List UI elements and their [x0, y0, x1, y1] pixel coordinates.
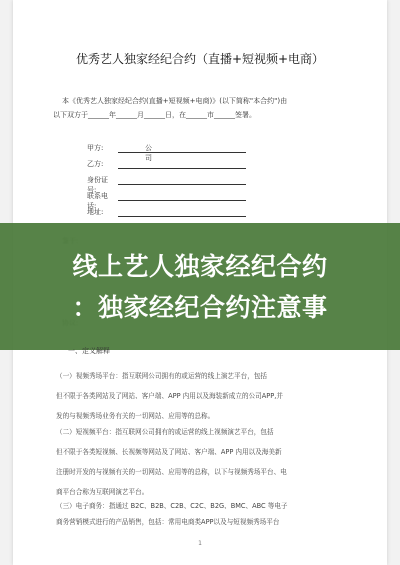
- clause-line: 商平台合称为互联网演艺平台。: [56, 488, 149, 496]
- intro-line-1: 本《优秀艺人独家经纪合约(直播+短视频+电商)》(以下简称"本合约")由: [62, 97, 288, 105]
- id-number-row: [87, 175, 115, 194]
- phone-label: 联系电话:: [87, 192, 108, 210]
- party-a-underline: [118, 152, 246, 153]
- clause-line: 但不限于各类网站及了网站、客户端、APP 内用以及海装新成立的公司APP,并: [56, 392, 283, 400]
- party-b-underline: [118, 168, 246, 169]
- clause-line: （二）短视频平台：指互联网公司拥有的或运营的线上视频演艺平台，包括: [56, 428, 274, 436]
- party-b-row: [87, 159, 115, 170]
- clause-line: 但不限于各类短视频、长视频等网站及了网站、客户端、APP 内用以及海美新: [56, 448, 282, 456]
- clause-line: （三）电子商务：指通过 B2C、B2B、C2B、C2C、B2G、BMC、ABC 等电子: [56, 502, 288, 510]
- party-a-row: [87, 143, 152, 162]
- phone-underline: [118, 200, 246, 201]
- section-heading: 一、定义解释: [68, 347, 110, 355]
- intro-line-2: 以下双方于______年______月______日，在______市______签署。: [53, 111, 256, 119]
- document-title: 优秀艺人独家经纪合约（直播+短视频+电商）: [75, 52, 325, 66]
- party-a-value: 公司: [145, 144, 152, 162]
- address-label: 地址:: [87, 208, 104, 216]
- party-a-label: 甲方:: [87, 144, 104, 152]
- id-number-underline: [118, 184, 246, 185]
- address-underline: [118, 216, 246, 217]
- address-row: [87, 207, 115, 218]
- phone-row: [87, 191, 115, 210]
- clause-line: 发的与视频秀场业务有关的一切网站、应用等的总称。: [56, 412, 215, 420]
- clause-line: （一）视频秀场平台：指互联网公司拥有的或运营的线上演艺平台，包括: [56, 372, 267, 380]
- clause-line: 注册时开发的与视频有关的一切网站、应用等的总称，以下与视频秀场平台、电: [56, 468, 287, 476]
- clause-line: 商务营销模式进行的产品销售，包括：常用电商类APP以及与短视频秀场平台: [56, 518, 280, 526]
- page-number: 1: [198, 540, 202, 547]
- party-b-label: 乙方:: [87, 160, 104, 168]
- banner-line-2: ：独家经纪合约注意事: [72, 293, 328, 322]
- id-number-label: 身份证号:: [87, 176, 108, 194]
- banner-line-1: 线上艺人独家经纪合约: [72, 252, 328, 281]
- title-banner: [0, 223, 400, 350]
